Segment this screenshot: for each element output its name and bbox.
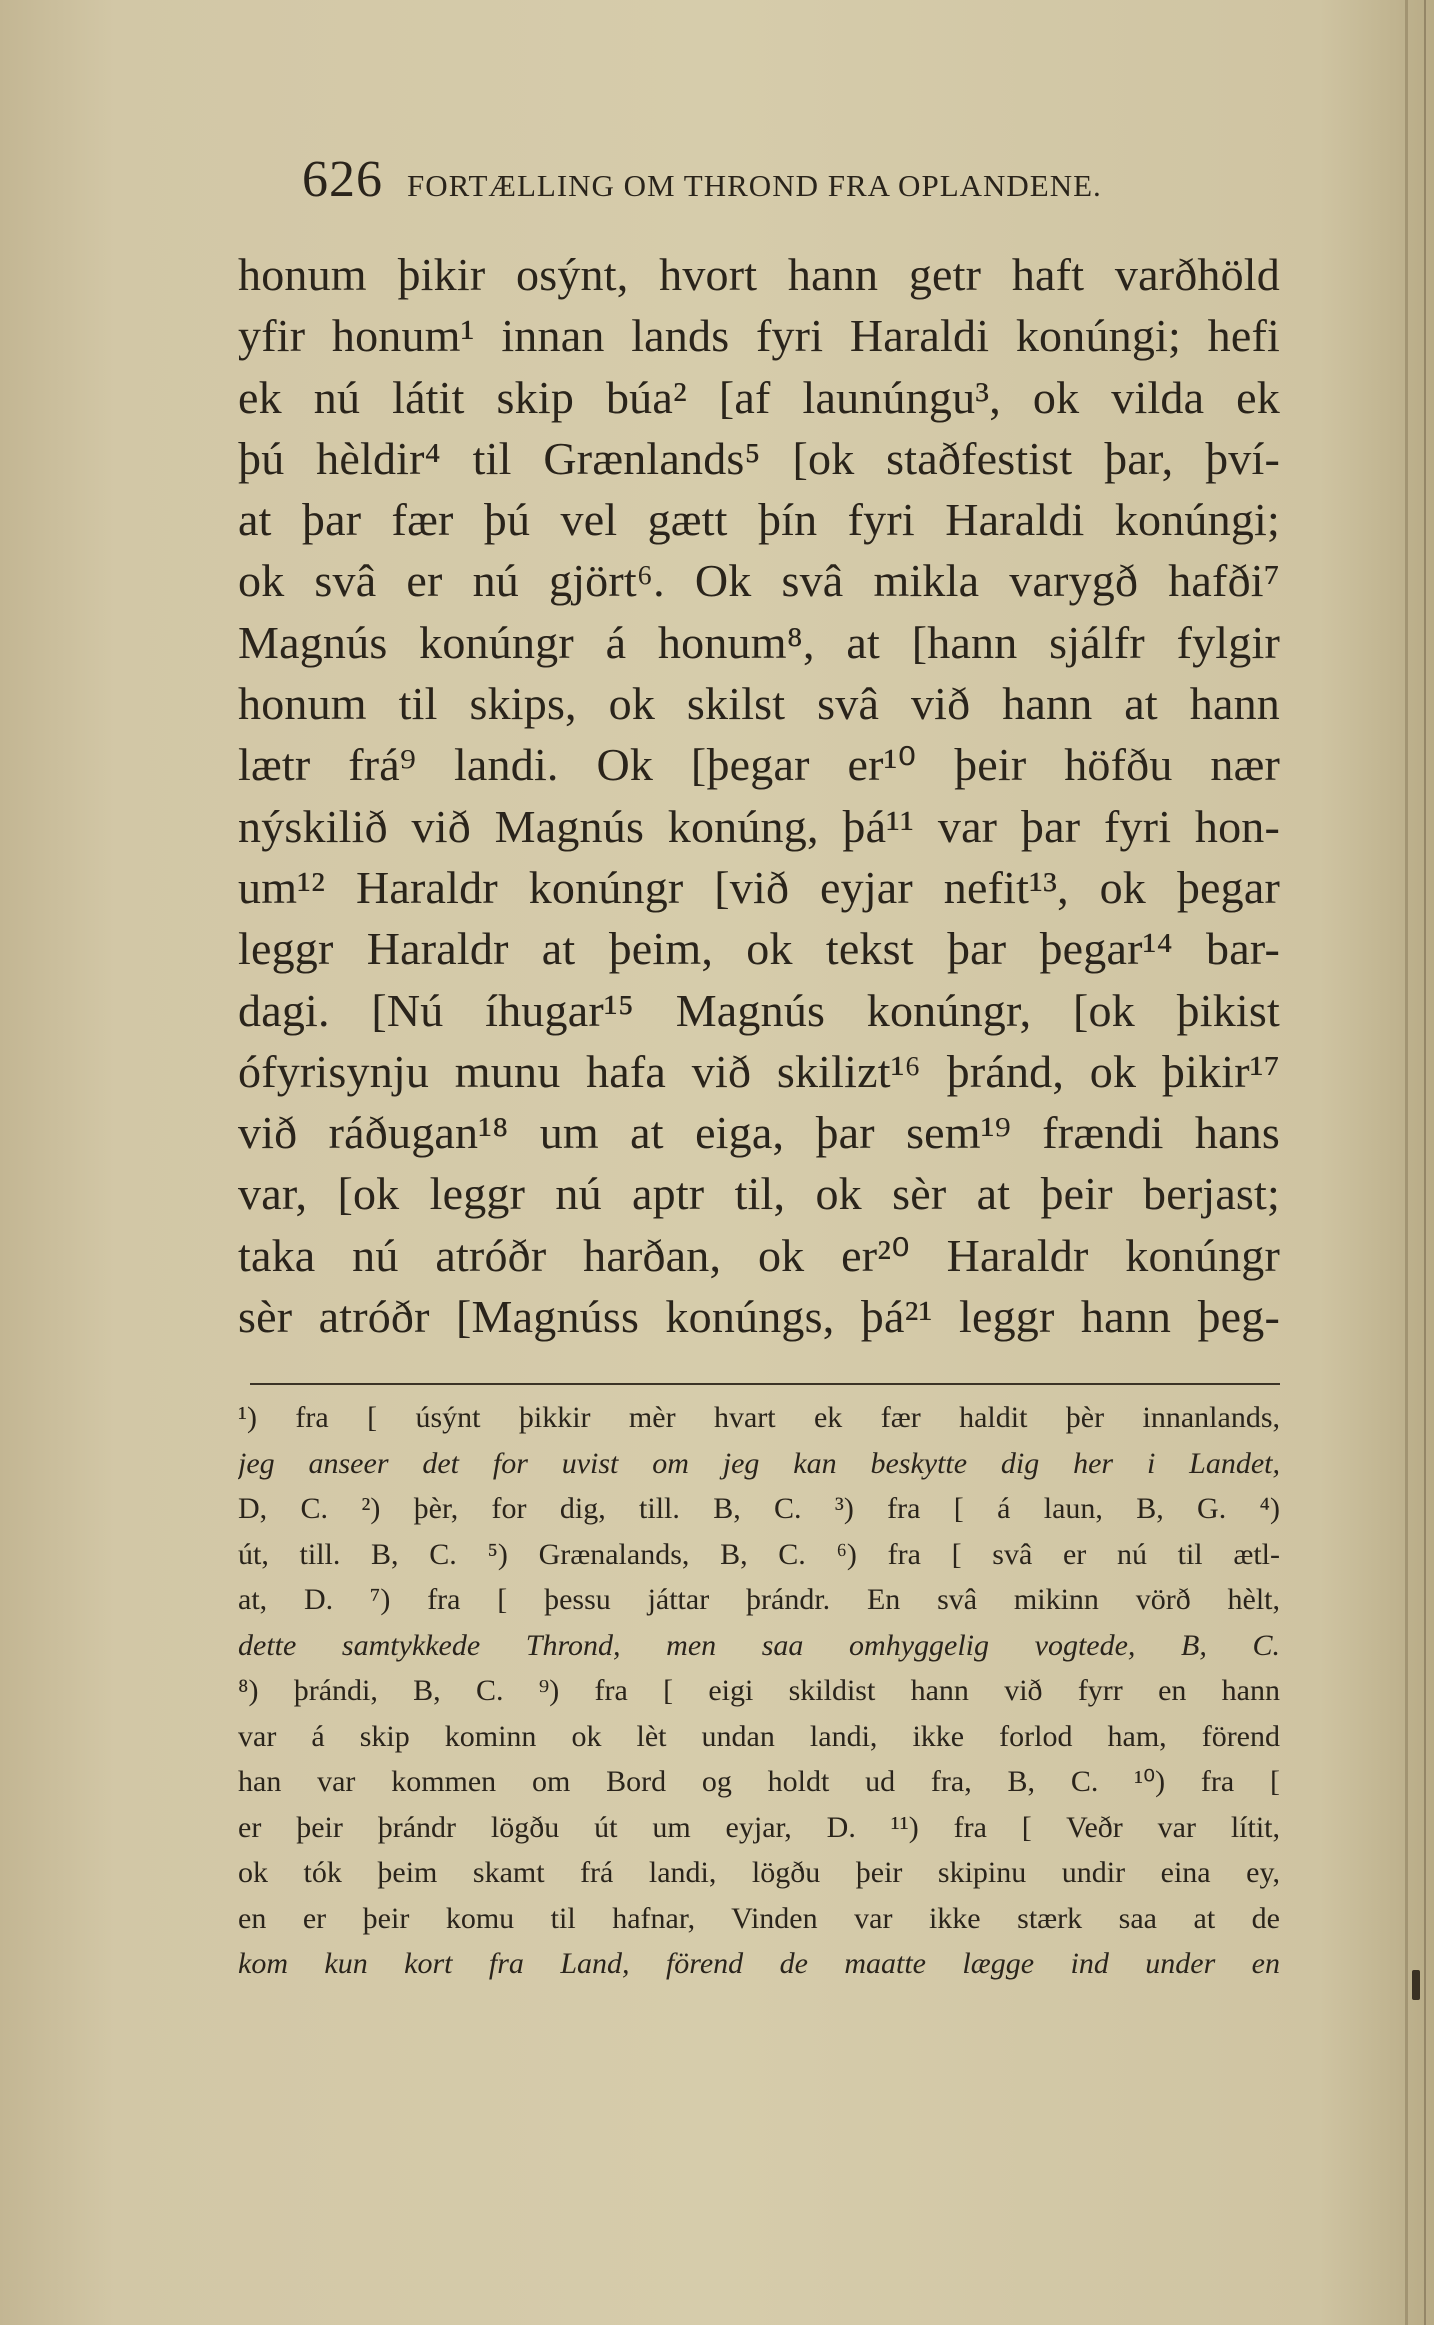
text-line: taka nú atróðr harðan, ok er²⁰ Haraldr konúngr [238,1229,1280,1281]
running-header [302,150,1282,210]
footnote-line: ⁸) þrándi, B, C. ⁹) fra [ eigi skildist hann við fyrr en hann [238,1674,1280,1707]
footnote-line: er þeir þrándr lögðu út um eyjar, D. ¹¹) fra [ Veðr var lítit, [238,1810,1280,1844]
footnotes [238,1395,1280,1987]
text-line: var, [ok leggr nú aptr til, ok sèr at þeir berjast; [238,1168,1280,1220]
text-line: sèr atróðr [Magnúss konúngs, þá²¹ leggr hann þeg- [238,1291,1280,1343]
footnote-line: at, D. ⁷) fra [ þessu játtar þrándr. En svâ mikinn vörð hèlt, [238,1583,1280,1616]
footnote-line: ok tók þeim skamt frá landi, lögðu þeir skipinu undir eina ey, [238,1856,1280,1889]
text-line: við ráðugan¹⁸ um at eiga, þar sem¹⁹ frændi hans [238,1107,1280,1159]
footnote-line: han var kommen om Bord og holdt ud fra, B, C. ¹⁰) fra [ [238,1765,1280,1798]
footnote-rule [250,1383,1280,1385]
text-line: dagi. [Nú íhugar¹⁵ Magnús konúngr, [ok þikist [238,984,1280,1036]
text-line: ok svâ er nú gjört⁶. Ok svâ mikla varygð hafði⁷ [238,555,1280,607]
footnote-line: en er þeir komu til hafnar, Vinden var ikke stærk saa at de [238,1901,1280,1935]
text-line: nýskilið við Magnús konúng, þá¹¹ var þar fyri hon- [238,800,1280,852]
footnote-line: út, till. B, C. ⁵) Grænalands, B, C. ⁶) fra [ svâ er nú til ætl- [238,1537,1280,1571]
page-edge-mark [1412,1970,1420,2000]
footnote-line: D, C. ²) þèr, for dig, till. B, C. ³) fra [ á laun, B, G. ⁴) [238,1492,1280,1525]
text-line: at þar fær þú vel gætt þín fyri Haraldi konúngi; [238,494,1280,546]
page-edge-line [1424,0,1426,2325]
text-line: um¹² Haraldr konúngr [við eyjar nefit¹³, ok þegar [238,861,1280,913]
running-title: FORTÆLLING OM THROND FRA OPLANDENE. [407,168,1102,203]
footnote-line: var á skip kominn ok lèt undan landi, ikke forlod ham, förend [238,1719,1280,1753]
page-edge-shadow [1405,0,1408,2325]
page-number: 626 [302,151,383,208]
text-line: yfir honum¹ innan lands fyri Haraldi konúngi; hefi [238,310,1280,362]
footnote-line: ¹) fra [ úsýnt þikkir mèr hvart ek fær haldit þèr innanlands, [238,1401,1280,1434]
footnote-line: jeg anseer det for uvist om jeg kan beskytte dig her i Landet, [238,1446,1280,1480]
text-line: leggr Haraldr at þeim, ok tekst þar þegar¹⁴ bar- [238,923,1280,975]
main-text [238,244,1280,1347]
text-line: lætr frá⁹ landi. Ok [þegar er¹⁰ þeir höfðu nær [238,739,1280,791]
text-line: þú hèldir⁴ til Grænlands⁵ [ok staðfestist þar, því- [238,432,1280,484]
text-line: ek nú látit skip búa² [af launúngu³, ok vilda ek [238,371,1280,423]
footnote-line: dette samtykkede Thrond, men saa omhyggelig vogtede, B, C. [238,1628,1280,1662]
footnote-line: kom kun kort fra Land, förend de maatte lægge ind under en [238,1947,1280,1980]
text-line: ófyrisynju munu hafa við skilizt¹⁶ þránd, ok þikir¹⁷ [238,1045,1280,1097]
text-line: honum til skips, ok skilst svâ við hann at hann [238,678,1280,730]
text-line: Magnús konúngr á honum⁸, at [hann sjálfr fylgir [238,616,1280,668]
text-line: honum þikir osýnt, hvort hann getr haft varðhöld [238,249,1280,300]
